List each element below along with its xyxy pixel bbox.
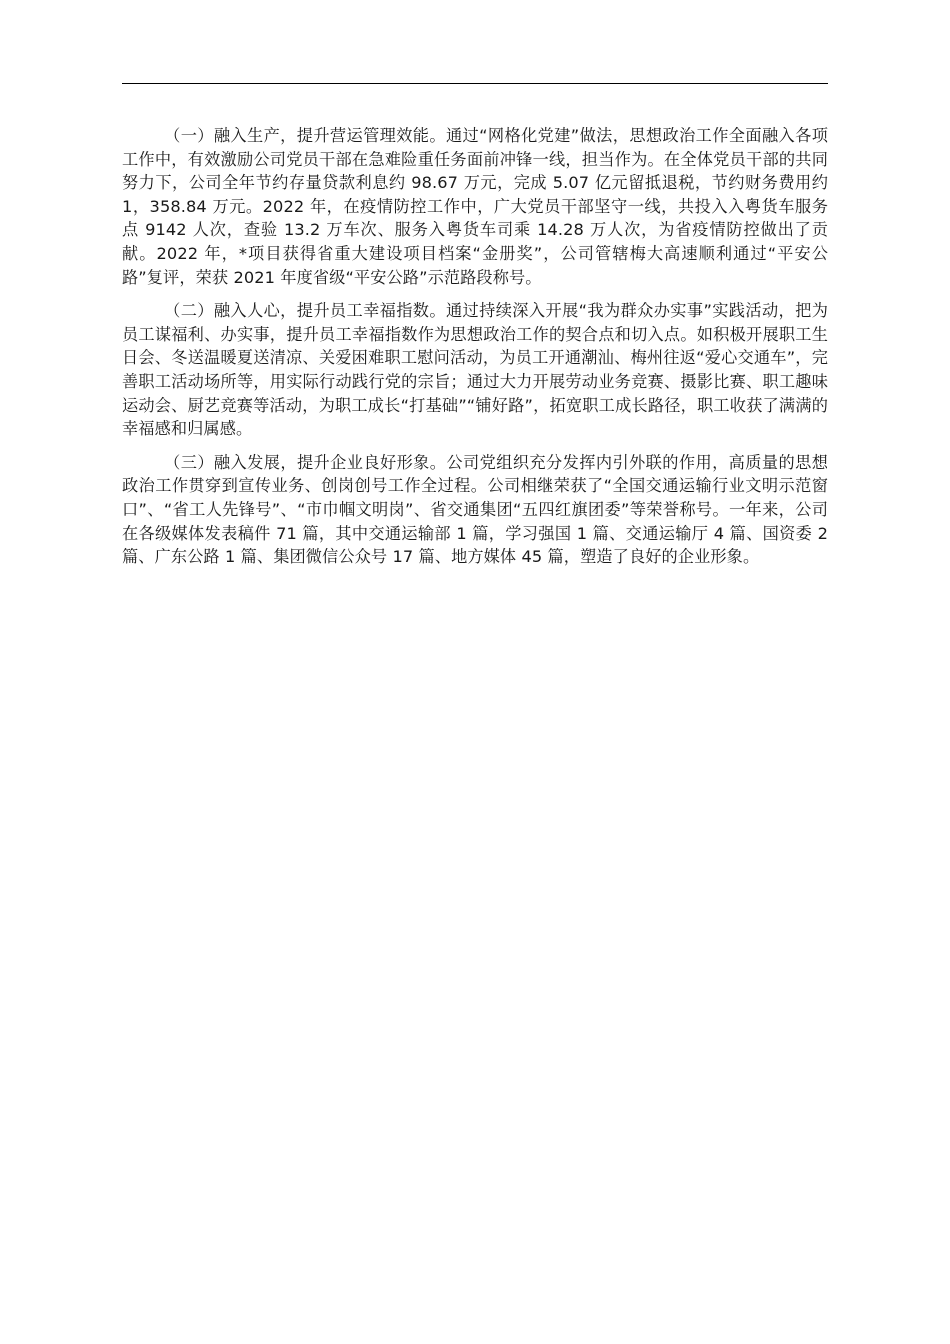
paragraph-corporate-image: （三）融入发展，提升企业良好形象。公司党组织充分发挥内引外联的作用，高质量的思想政治工作贯穿到宣传业务、创岗创号工作全过程。公司相继荣获了“全国交通运输行业文明示范窗口”、“省工人先锋号”、“市巾帼文明岗”、省交通集团“五四红旗团委”等荣誉称号。一年来，公司在各级媒体发表稿件 71 篇，其中交通运输部 1 篇，学习强国 1 篇、交通运输厅 4 篇、国资委 2 篇、广东公路 1 篇、集团微信公众号 17 篇、地方媒体 45 篇，塑造了良好的企业形象。	[122, 452, 828, 567]
paragraph-employee-happiness: （二）融入人心，提升员工幸福指数。通过持续深入开展“我为群众办实事”实践活动，把为员工谋福利、办实事，提升员工幸福指数作为思想政治工作的契合点和切入点。如积极开展职工生日会、冬送温暖夏送清凉、关爱困难职工慰问活动，为员工开通潮汕、梅州往返“爱心交通车”，完善职工活动场所等，用实际行动践行党的宗旨；通过大力开展劳动业务竞赛、摄影比赛、职工趣味运动会、厨艺竞赛等活动，为职工成长“打基础”“铺好路”，拓宽职工成长路径，职工收获了满满的幸福感和归属感。	[122, 301, 828, 439]
paragraph-production: （一）融入生产，提升营运管理效能。通过“网格化党建”做法，思想政治工作全面融入各项工作中，有效激励公司党员干部在急难险重任务面前冲锋一线，担当作为。在全体党员干部的共同努力下，公司全年节约存量贷款利息约 98.67 万元，完成 5.07 亿元留抵退税，节约财务费用约 1，358.84 万元。2022 年，在疫情防控工作中，广大党员干部坚守一线，共投入入粤货车服务点 9142 人次，查验 13.2 万车次、服务入粤货车司乘 14.28 万人次，为省疫情防控做出了贡献。2022 年，*项目获得省重大建设项目档案“金册奖”，公司管辖梅大高速顺利通过“平安公路”复评，荣获 2021 年度省级“平安公路”示范路段称号。	[122, 126, 828, 287]
header-rule	[122, 83, 828, 84]
document-body	[122, 124, 828, 579]
